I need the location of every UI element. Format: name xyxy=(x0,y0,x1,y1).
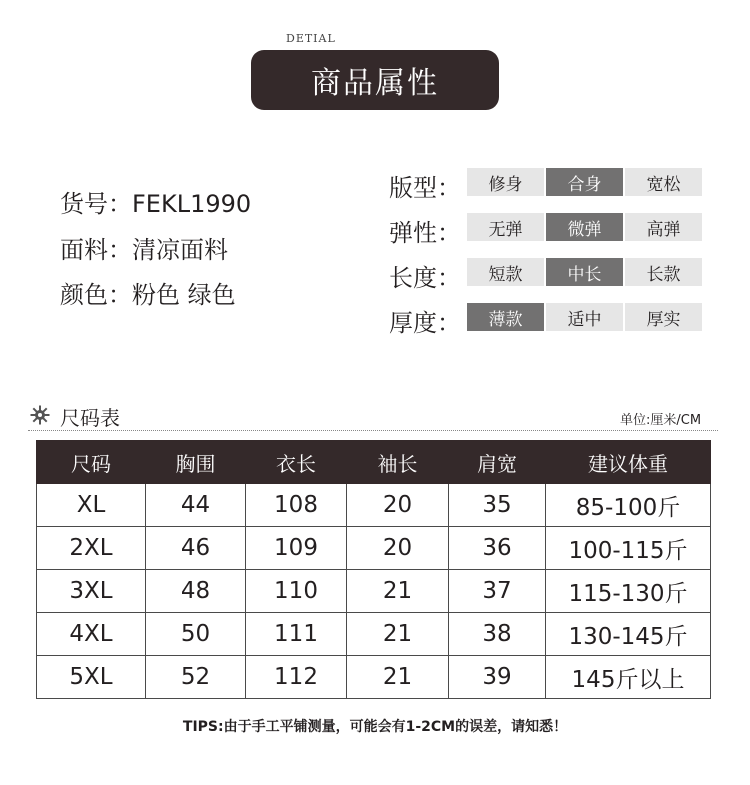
table-cell: 109 xyxy=(246,527,347,570)
table-row xyxy=(37,527,711,570)
table-row xyxy=(37,656,711,699)
table-cell: 145斤以上 xyxy=(546,656,711,699)
option-stretch-high: 高弹 xyxy=(625,213,702,241)
table-cell: 112 xyxy=(246,656,347,699)
table-cell: 100-115斤 xyxy=(546,527,711,570)
option-stretch-slight: 微弹 xyxy=(546,213,623,241)
option-thickness-thick: 厚实 xyxy=(625,303,702,331)
attr-fit-label: 版型： xyxy=(389,174,461,202)
table-cell: 52 xyxy=(146,656,246,699)
option-length-medium: 中长 xyxy=(546,258,623,286)
table-cell: 5XL xyxy=(37,656,146,699)
size-table xyxy=(36,440,711,699)
header-sleeve: 袖长 xyxy=(347,441,449,484)
attr-stretch-options xyxy=(467,213,704,241)
table-cell: 110 xyxy=(246,570,347,613)
attr-length-options xyxy=(467,258,704,286)
option-length-long: 长款 xyxy=(625,258,702,286)
attr-thickness-options xyxy=(467,303,704,331)
header-shoulder: 肩宽 xyxy=(449,441,546,484)
table-cell: 35 xyxy=(449,484,546,527)
table-cell: 44 xyxy=(146,484,246,527)
header-weight: 建议体重 xyxy=(546,441,711,484)
option-thickness-medium: 适中 xyxy=(546,303,623,331)
table-cell: 130-145斤 xyxy=(546,613,711,656)
table-cell: 46 xyxy=(146,527,246,570)
table-cell: 85-100斤 xyxy=(546,484,711,527)
table-cell: 115-130斤 xyxy=(546,570,711,613)
table-cell: 20 xyxy=(347,484,449,527)
table-cell: 20 xyxy=(347,527,449,570)
table-row xyxy=(37,570,711,613)
option-fit-slim: 修身 xyxy=(467,168,544,196)
size-chart-title: 尺码表 xyxy=(60,406,120,430)
table-cell: XL xyxy=(37,484,146,527)
table-header-row xyxy=(37,441,711,484)
option-fit-loose: 宽松 xyxy=(625,168,702,196)
table-cell: 111 xyxy=(246,613,347,656)
option-stretch-none: 无弹 xyxy=(467,213,544,241)
item-number: 货号：FEKL1990 xyxy=(60,190,252,218)
table-cell: 21 xyxy=(347,613,449,656)
divider xyxy=(28,430,718,431)
table-cell: 21 xyxy=(347,656,449,699)
gear-icon xyxy=(30,405,50,425)
table-cell: 50 xyxy=(146,613,246,656)
header-size: 尺码 xyxy=(37,441,146,484)
section-title: 商品属性 xyxy=(251,50,499,110)
attr-length-label: 长度： xyxy=(389,264,461,292)
table-cell: 48 xyxy=(146,570,246,613)
attr-stretch-label: 弹性： xyxy=(389,219,461,247)
option-length-short: 短款 xyxy=(467,258,544,286)
color-options: 颜色：粉色 绿色 xyxy=(60,281,236,309)
table-cell: 2XL xyxy=(37,527,146,570)
option-thickness-thin: 薄款 xyxy=(467,303,544,331)
table-cell: 36 xyxy=(449,527,546,570)
table-row xyxy=(37,613,711,656)
fabric: 面料：清凉面料 xyxy=(60,236,228,264)
attr-thickness-label: 厚度： xyxy=(389,309,461,337)
table-cell: 21 xyxy=(347,570,449,613)
table-cell: 39 xyxy=(449,656,546,699)
table-row xyxy=(37,484,711,527)
attr-fit-options xyxy=(467,168,704,196)
table-cell: 4XL xyxy=(37,613,146,656)
table-cell: 37 xyxy=(449,570,546,613)
option-fit-regular: 合身 xyxy=(546,168,623,196)
table-cell: 3XL xyxy=(37,570,146,613)
header-chest: 胸围 xyxy=(146,441,246,484)
eyebrow-text: DETIAL xyxy=(286,32,336,45)
unit-label: 单位:厘米/CM xyxy=(620,413,702,428)
table-cell: 38 xyxy=(449,613,546,656)
header-length: 衣长 xyxy=(246,441,347,484)
table-cell: 108 xyxy=(246,484,347,527)
tips-note: TIPS:由于手工平铺测量，可能会有1-2CM的误差，请知悉！ xyxy=(182,719,568,735)
